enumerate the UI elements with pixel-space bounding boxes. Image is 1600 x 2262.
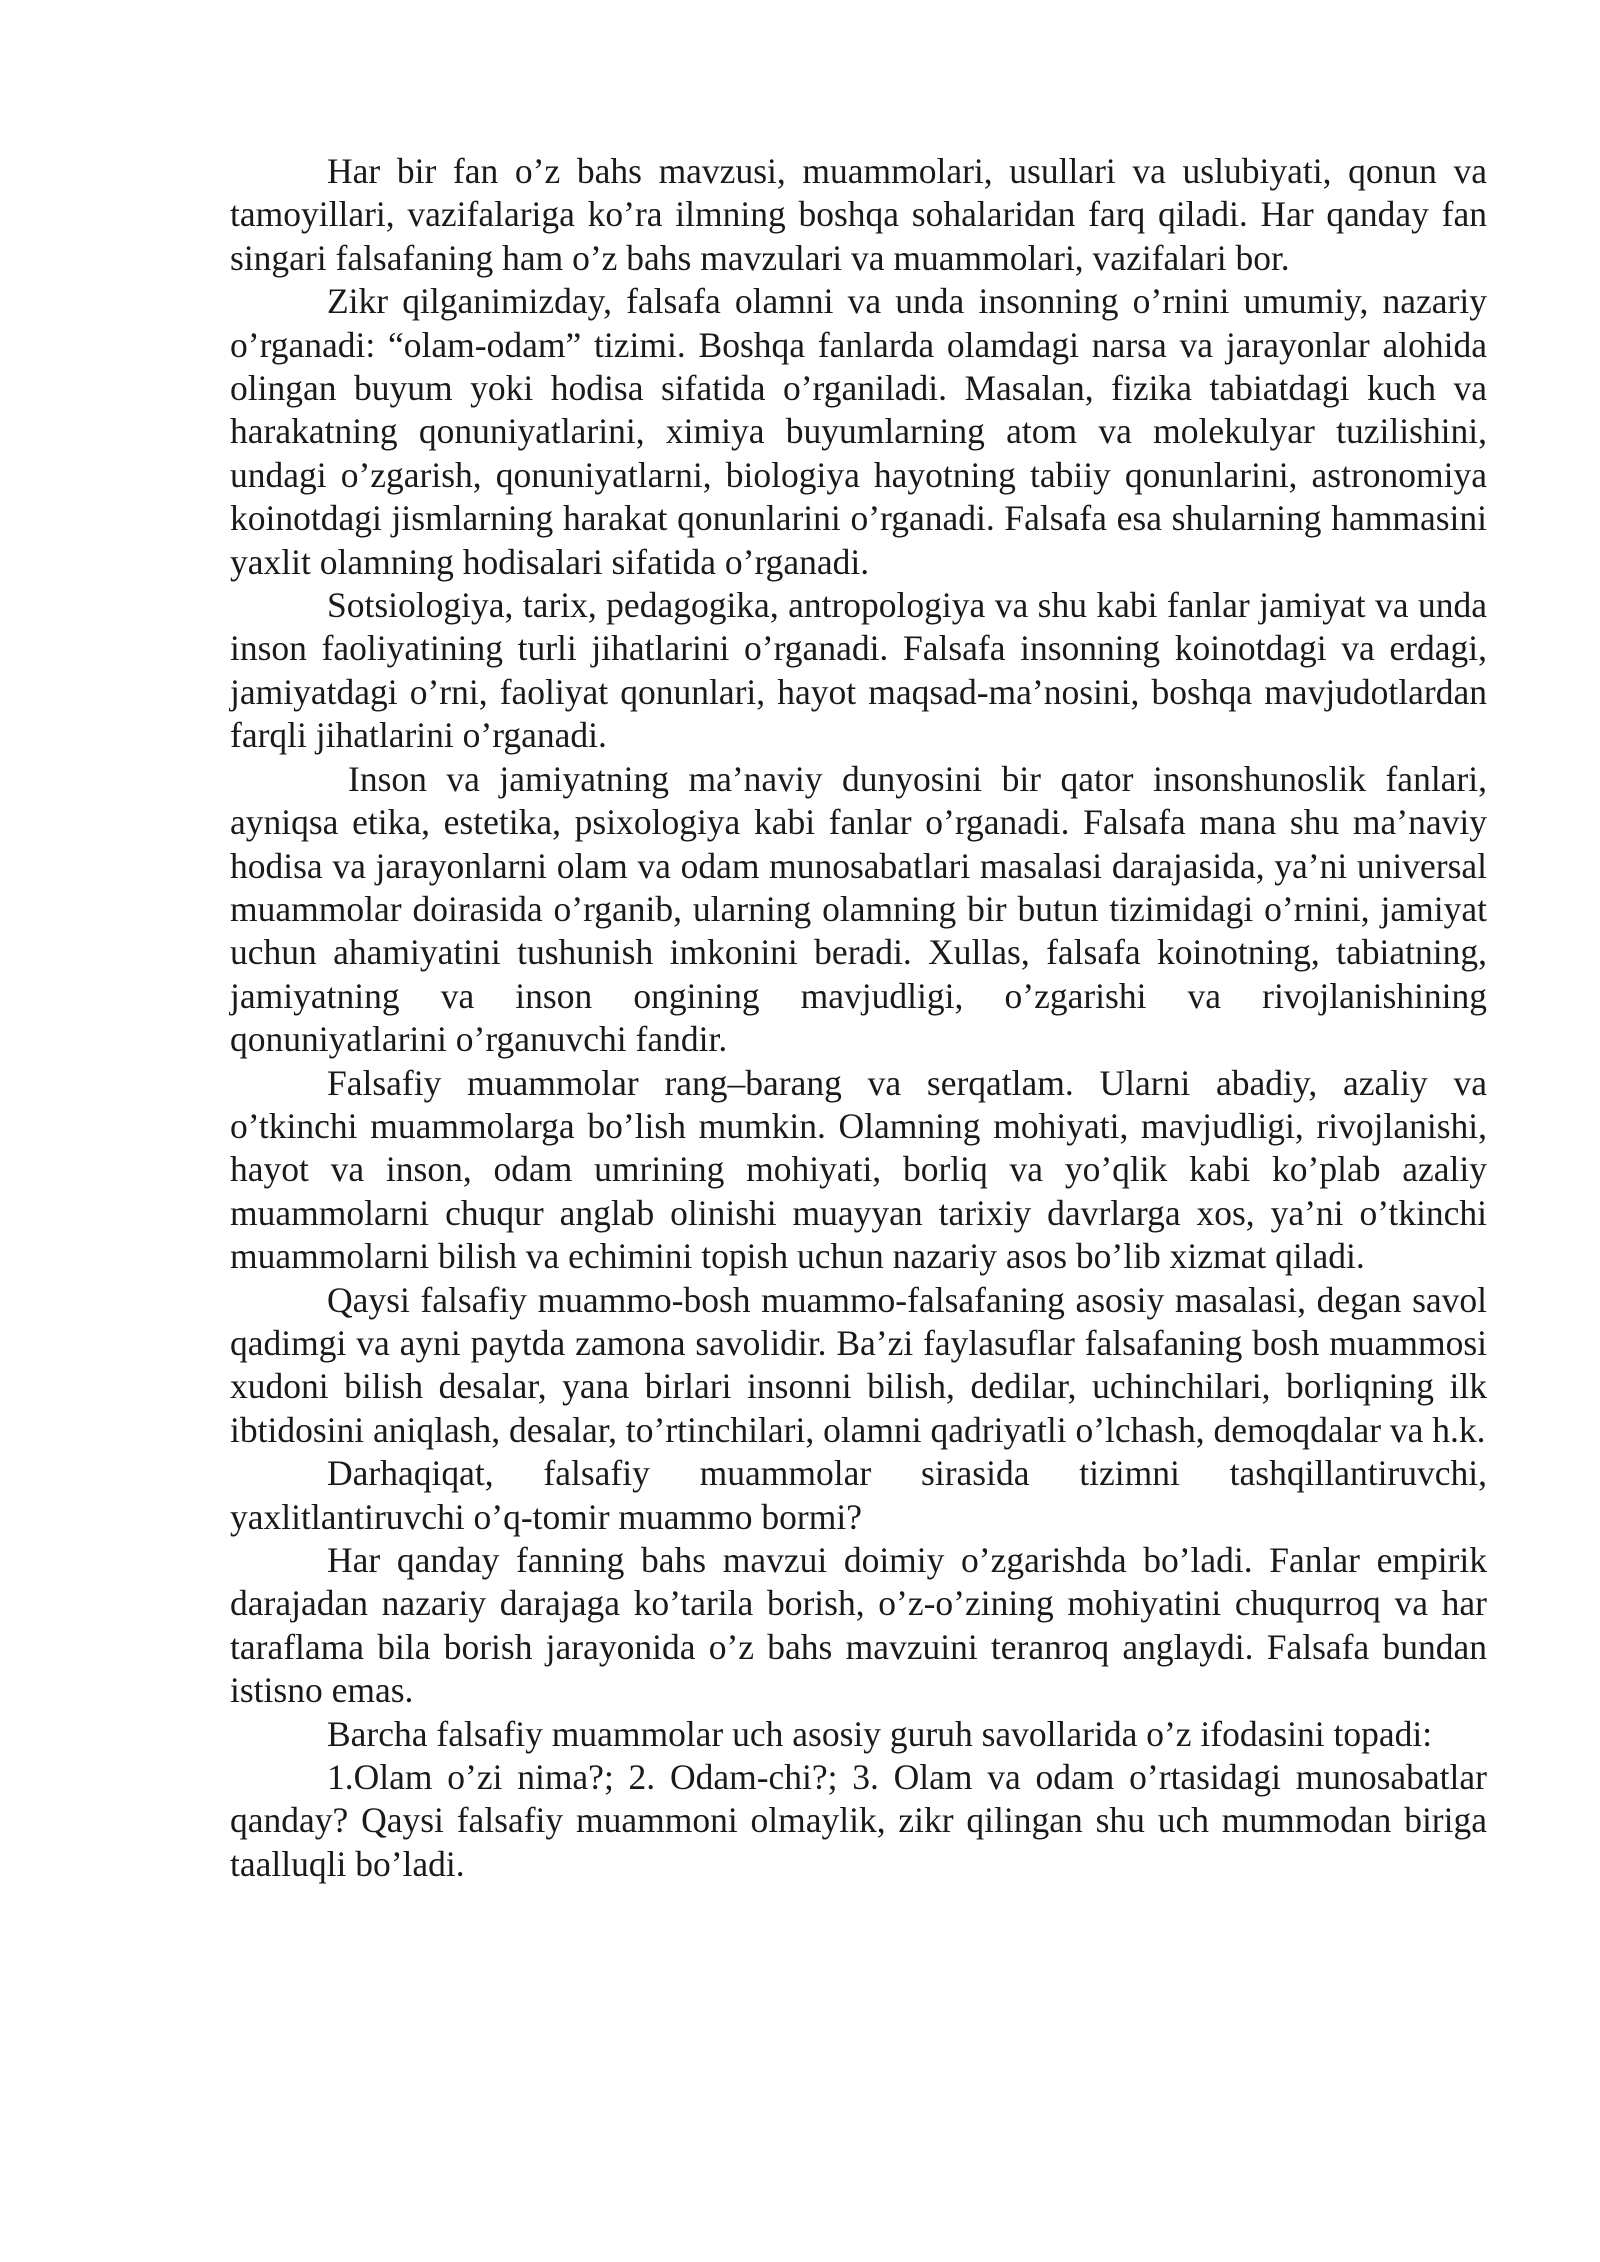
paragraph-6: Qaysi falsafiy muammo-bosh muammo-falsafaning asosiy masalasi, degan savol qadimgi va ayni paytda zamona savolidir. Ba’zi faylasuflar falsafaning bosh muammosi xudoni bilish desalar, yana birlari insonni bilish, dedilar, uchinchilari, borliqning ilk ibtidosini aniqlash, desalar, to’rtinchilari, olamni qadriyatli o’lchash, demoqdalar va h.k. bbox=[230, 1279, 1487, 1450]
paragraph-5: Falsafiy muammolar rang–barang va serqatlam. Ularni abadiy, azaliy va o’tkinchi muammolarga bo’lish mumkin. Olamning mohiyati, mavjudligi, rivojlanishi, hayot va inson, odam umrining mohiyati, borliq va yo’qlik kabi ko’plab azaliy muammolarni chuqur anglab olinishi muayyan tarixiy davrlarga xos, ya’ni o’tkinchi muammolarni bilish va echimini topish uchun nazariy asos bo’lib xizmat qiladi. bbox=[230, 1062, 1487, 1277]
paragraph-7: Darhaqiqat, falsafiy muammolar sirasida tizimni tashqillantiruvchi, yaxlitlantiruvchi o’q-tomir muammo bormi? bbox=[230, 1453, 1487, 1537]
paragraph-10: 1.Olam o’zi nima?; 2. Odam-chi?; 3. Olam va odam o’rtasidagi munosabatlar qanday? Qaysi falsafiy muammoni olmaylik, zikr qilingan shu uch mummodan biriga taalluqli bo’ladi. bbox=[230, 1757, 1487, 1884]
paragraph-9: Barcha falsafiy muammolar uch asosiy guruh savollarida o’z ifodasini topadi: bbox=[327, 1713, 1433, 1754]
paragraph-4: Inson va jamiyatning ma’naviy dunyosini bir qator insonshunoslik fanlari, ayniqsa etika, estetika, psixologiya kabi fanlar o’rganadi. Falsafa mana shu ma’naviy hodisa va jarayonlarni olam va odam munosabatlari masalasi darajasida, ya’ni universal muammolar doirasida o’rganib, ularning olamning bir butun tizimidagi o’rnini, jamiyat uchun ahamiyatini tushunish imkonini beradi. Xullas, falsafa koinotning, tabiatning, jamiyatning va inson ongining mavjudligi, o’zgarishi va rivojlanishining qonuniyatlarini o’rganuvchi fandir. bbox=[230, 758, 1487, 1060]
document-page bbox=[230, 150, 1487, 1886]
paragraph-8: Har qanday fanning bahs mavzui doimiy o’zgarishda bo’ladi. Fanlar empirik darajadan nazariy darajaga ko’tarila borish, o’z-o’zining mohiyatini chuqurroq va har taraflama bila borish jarayonida o’z bahs mavzuini teranroq anglaydi. Falsafa bundan istisno emas. bbox=[230, 1540, 1487, 1711]
paragraph-2: Zikr qilganimizday, falsafa olamni va unda insonning o’rnini umumiy, nazariy o’rganadi: “olam-odam” tizimi. Boshqa fanlarda olamdagi narsa va jarayonlar alohida olingan buyum yoki hodisa sifatida o’rganiladi. Masalan, fizika tabiatdagi kuch va harakatning qonuniyatlarini, ximiya buyumlarning atom va molekulyar tuzilishini, undagi o’zgarish, qonuniyatlarni, biologiya hayotning tabiiy qonunlarini, astronomiya koinotdagi jismlarning harakat qonunlarini o’rganadi. Falsafa esa shularning hammasini yaxlit olamning hodisalari sifatida o’rganadi. bbox=[230, 281, 1487, 582]
paragraph-1: Har bir fan o’z bahs mavzusi, muammolari, usullari va uslubiyati, qonun va tamoyillari, vazifalariga ko’ra ilmning boshqa sohalaridan farq qiladi. Har qanday fan singari falsafaning ham o’z bahs mavzulari va muammolari, vazifalari bor. bbox=[230, 151, 1487, 278]
paragraph-3: Sotsiologiya, tarix, pedagogika, antropologiya va shu kabi fanlar jamiyat va unda inson faoliyatining turli jihatlarini o’rganadi. Falsafa insonning koinotdagi va erdagi, jamiyatdagi o’rni, faoliyat qonunlari, hayot maqsad-ma’nosini, boshqa mavjudotlardan farqli jihatlarini o’rganadi. bbox=[230, 585, 1487, 756]
